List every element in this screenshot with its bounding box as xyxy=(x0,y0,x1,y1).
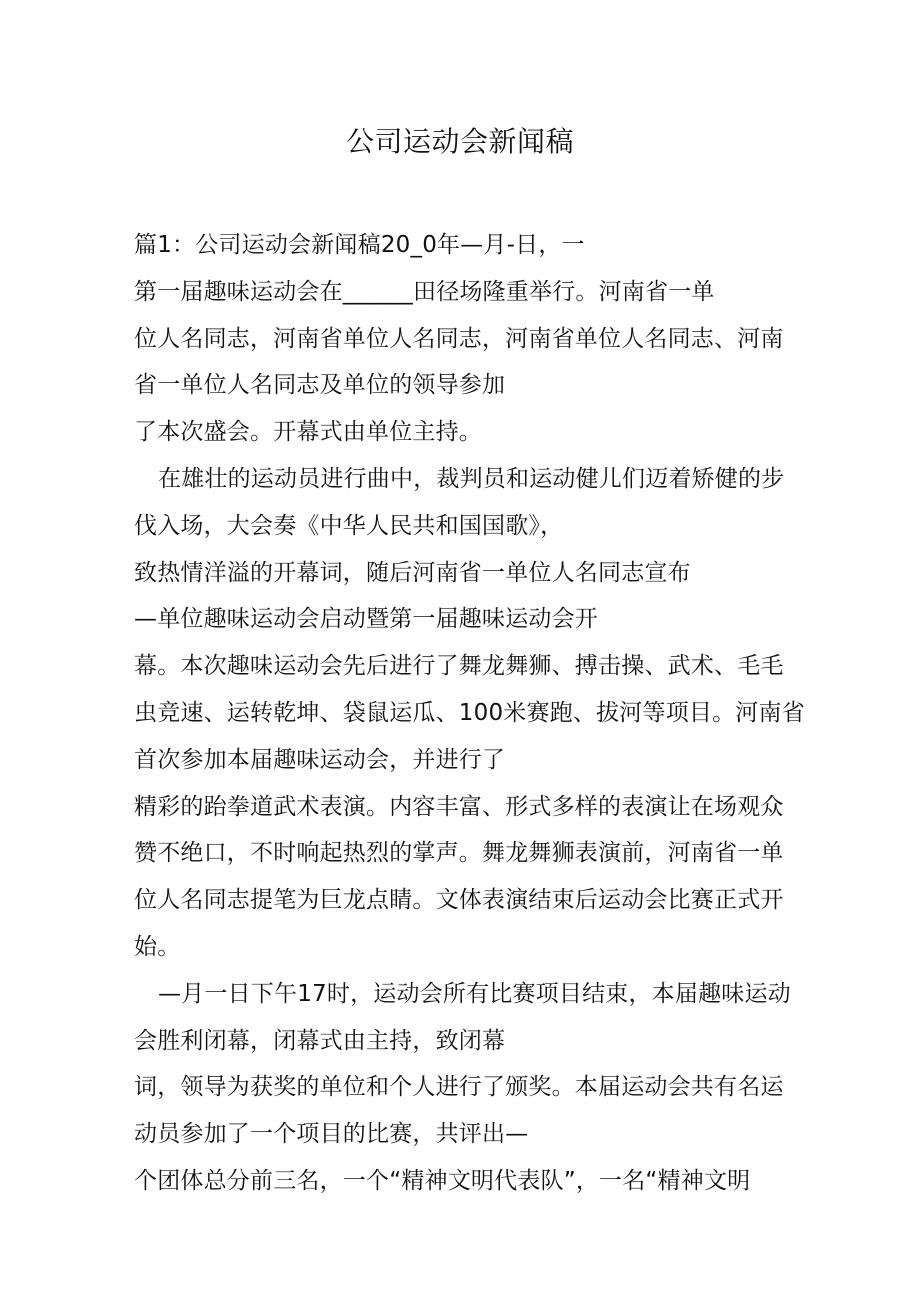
text-line: 位人名同志，河南省单位人名同志，河南省单位人名同志、河南 xyxy=(134,325,784,352)
text-line: —月一日下午17时，运动会所有比赛项目结束，本届趣味运动 xyxy=(158,980,791,1007)
text-line: 致热情洋溢的开幕词，随后河南省一单位人名同志宣布 xyxy=(134,559,691,586)
text-line: 虫竞速、运转乾坤、袋鼠运瓜、100米赛跑、拔河等项目。河南省 xyxy=(134,699,805,726)
text-line: 精彩的跆拳道武术表演。内容丰富、形式多样的表演让在场观众 xyxy=(134,793,784,820)
document-body xyxy=(134,222,805,1205)
text-line: 省一单位人名同志及单位的领导参加 xyxy=(134,372,506,399)
text-line: 在雄壮的运动员进行曲中，裁判员和运动健儿们迈着矫健的步 xyxy=(158,465,785,492)
text-line: 会胜利闭幕，闭幕式由主持，致闭幕 xyxy=(134,1027,506,1054)
text-line: 动员参加了一个项目的比赛，共评出— xyxy=(134,1121,529,1148)
text-line: —单位趣味运动会启动暨第一届趣味运动会开 xyxy=(134,606,598,633)
text-line: 幕。本次趣味运动会先后进行了舞龙舞狮、搏击操、武术、毛毛 xyxy=(134,653,784,680)
text-line: 赞不绝口，不时响起热烈的掌声。舞龙舞狮表演前，河南省一单 xyxy=(134,840,784,867)
text-line: 词，领导为获奖的单位和个人进行了颁奖。本届运动会共有名运 xyxy=(134,1074,784,1101)
text-line: 第一届趣味运动会在______田径场隆重举行。河南省一单 xyxy=(134,278,715,305)
text-line: 伐入场，大会奏《中华人民共和国国歌》， xyxy=(134,512,564,539)
document-title: 公司运动会新闻稿 xyxy=(345,125,574,158)
text-line: 位人名同志提笔为巨龙点睛。文体表演结束后运动会比赛正式开 xyxy=(134,887,784,914)
text-line: 篇1：公司运动会新闻稿20_0年—月-日，一 xyxy=(134,232,585,258)
text-line: 始。 xyxy=(134,933,181,960)
text-line: 个团体总分前三名，一个“精神文明代表队”，一名“精神文明 xyxy=(134,1167,751,1194)
text-line: 了本次盛会。开幕式由单位主持。 xyxy=(134,419,482,446)
text-line: 首次参加本届趣味运动会，并进行了 xyxy=(134,746,506,773)
